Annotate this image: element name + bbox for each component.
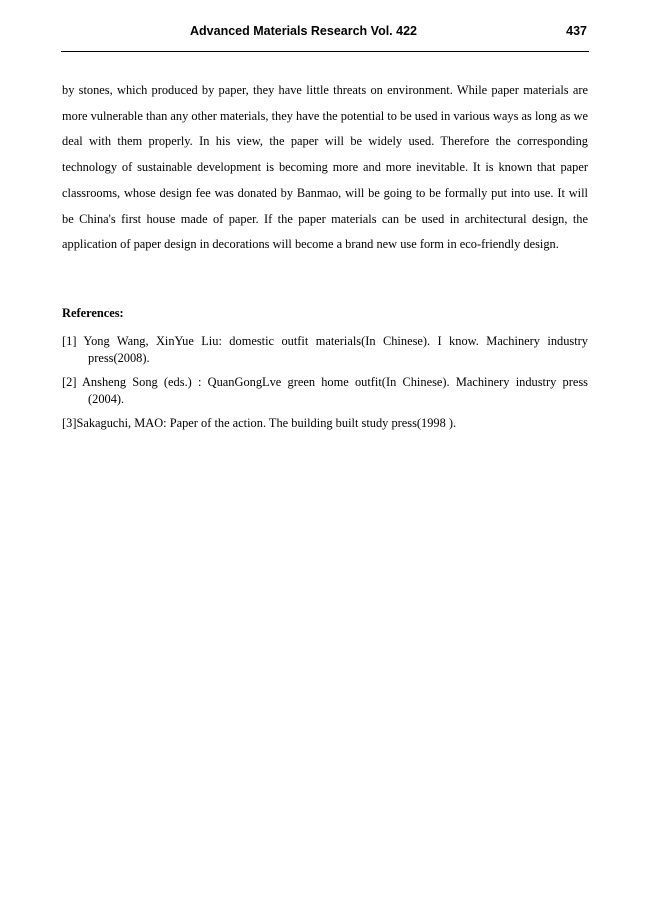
body-paragraph: by stones, which produced by paper, they have little threats on environment. While paper materials are more vulnerable than any other materials, they have the potential to be used in various ways as long as we deal with them properly. In his view, the paper will be widely used. Therefore the corresponding technology of sustainable development is becoming more and more inevitable. It is known that paper classrooms, whose design fee was donated by Banmao, will be going to be formally put into use. It will be China's first house made of paper. If the paper materials can be used in architectural design, the application of paper design in decorations will become a brand new use form in eco-friendly design. — [62, 83, 588, 252]
page-number: 437 — [566, 24, 587, 38]
reference-list — [62, 333, 588, 440]
reference-item-1: [1] Yong Wang, XinYue Liu: domestic outfit materials(In Chinese). I know. Machinery industry press(2008). — [62, 334, 588, 365]
header-divider — [61, 51, 589, 52]
reference-item-3: [3]Sakaguchi, MAO: Paper of the action. The building built study press(1998 ). — [62, 416, 457, 430]
reference-item-2: [2] Ansheng Song (eds.) : QuanGongLve green home outfit(In Chinese). Machinery industry press (2004). — [62, 375, 588, 406]
running-header — [61, 24, 589, 40]
references-heading: References: — [62, 306, 124, 320]
journal-title: Advanced Materials Research Vol. 422 — [190, 24, 417, 38]
